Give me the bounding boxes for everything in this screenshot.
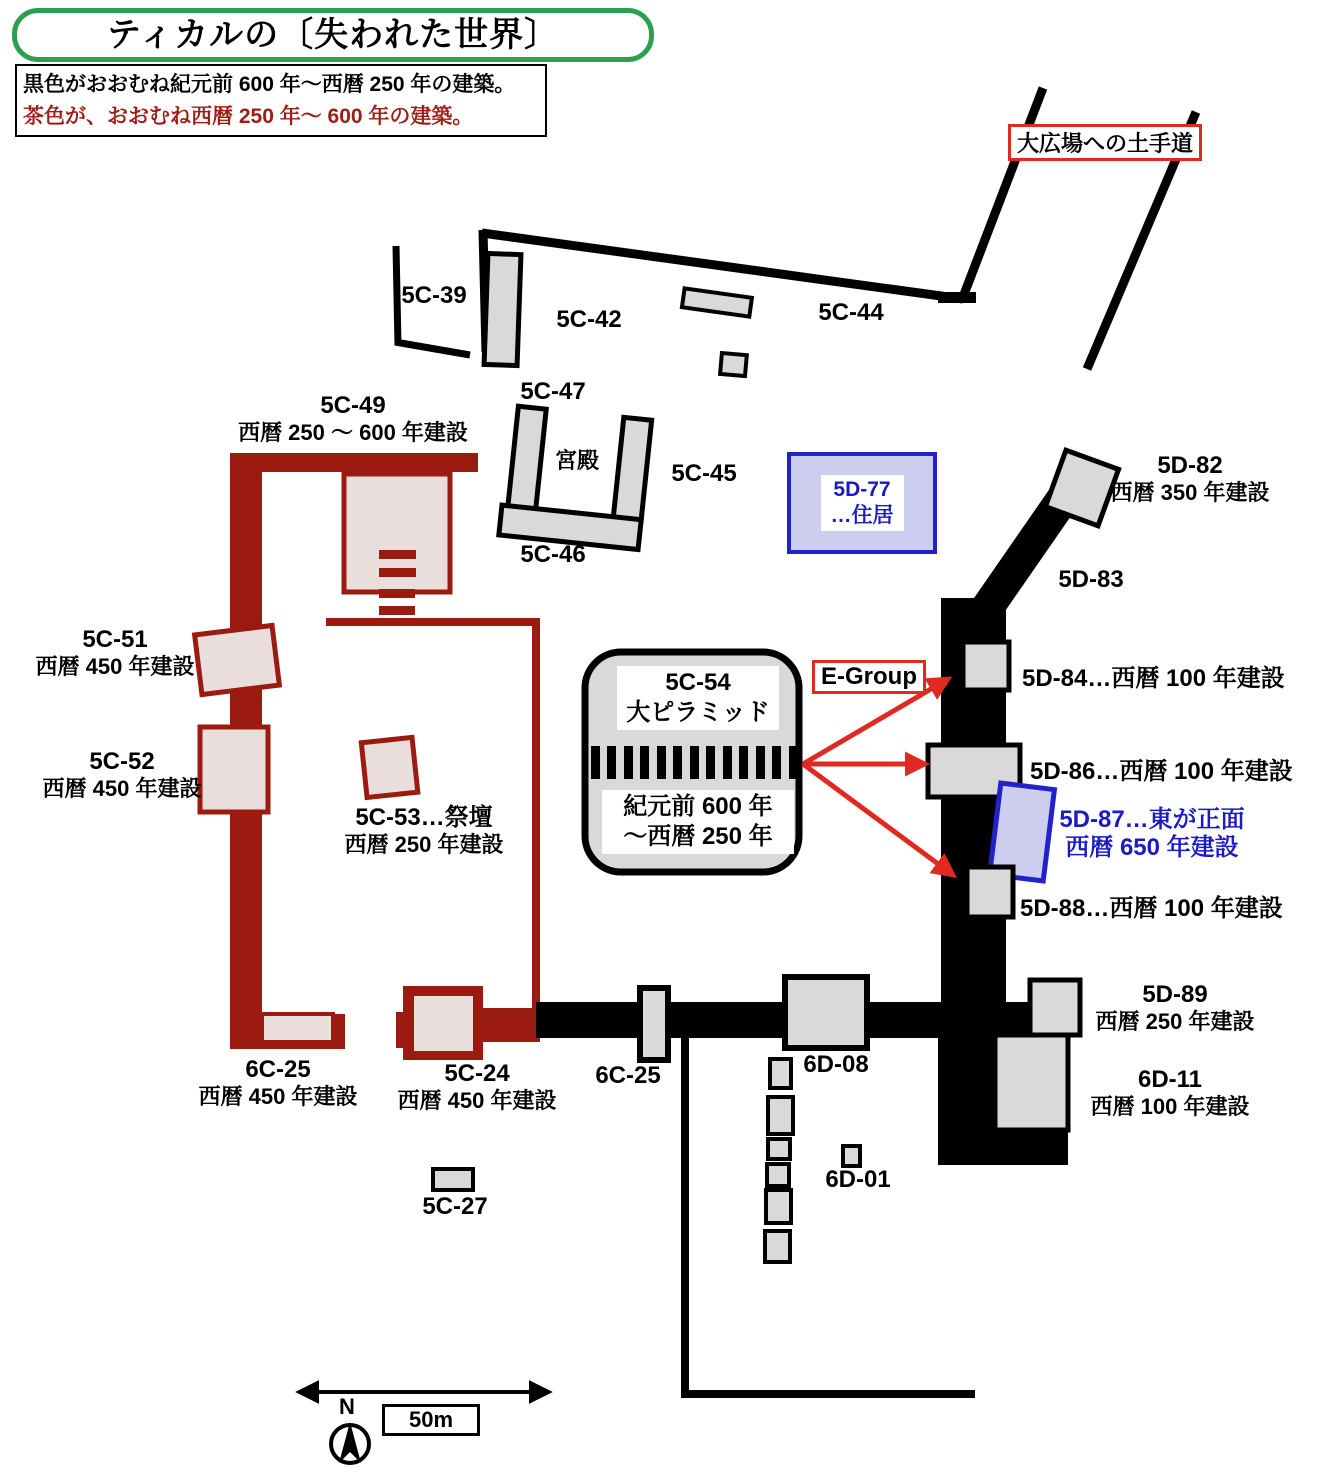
label-5C-27: 5C-27	[422, 1193, 488, 1220]
north-wall-line	[482, 233, 963, 299]
building-5C-27	[433, 1169, 473, 1190]
stair-dash	[379, 606, 415, 615]
label-5C-49: 5C-49 西暦 250 ～ 600 年建設	[238, 392, 468, 446]
building-6C-25-west	[262, 1014, 333, 1042]
stair-dash	[379, 589, 415, 598]
palace-group	[499, 406, 652, 550]
label-5D-86: 5D-86…西暦 100 年建設	[1030, 758, 1293, 785]
pyramid-period-label: 紀元前 600 年 ～西暦 250 年	[602, 790, 794, 854]
building-5C-45	[613, 417, 652, 521]
label-5C-53: 5C-53…祭壇 西暦 250 年建設	[344, 804, 504, 858]
legend-black-period: 黒色がおおむね紀元前 600 年～西暦 250 年の建築。	[23, 73, 516, 96]
legend-brown-period: 茶色が、おおむね西暦 250 年～ 600 年の建築。	[23, 104, 474, 128]
label-5D-89: 5D-89 西暦 250 年建設	[1095, 981, 1255, 1035]
label-5D-88: 5D-88…西暦 100 年建設	[1020, 895, 1283, 922]
acropolis-south-wall-e	[333, 1014, 345, 1049]
small-structure-row	[768, 1139, 790, 1159]
building-6D-11	[995, 1035, 1068, 1130]
acropolis-north-wall	[230, 453, 478, 472]
causeway-line-left	[963, 88, 1043, 297]
small-structure-row	[766, 1190, 791, 1223]
building-6D-08	[785, 977, 867, 1048]
label-6D-11: 6D-11 西暦 100 年建設	[1090, 1066, 1250, 1120]
building-5C-39-left-wall	[396, 246, 398, 345]
label-5C-47: 5C-47	[520, 378, 586, 405]
label-5C-24: 5C-24 西暦 450 年建設	[397, 1060, 557, 1114]
building-small-5C44-south	[720, 353, 747, 376]
building-5C-52	[200, 727, 268, 812]
label-5C-46: 5C-46	[520, 541, 586, 568]
label-5C-51: 5C-51 西暦 450 年建設	[35, 626, 195, 680]
label-6D-01: 6D-01	[825, 1166, 891, 1193]
label-5C-44: 5C-44	[818, 299, 884, 326]
building-5C-24-inner	[414, 996, 473, 1051]
black-foot-southeast	[938, 1128, 1068, 1165]
black-band-5D83	[965, 500, 1062, 640]
building-6C-25-east	[640, 988, 668, 1060]
label-5C-42: 5C-42	[556, 306, 622, 333]
legend	[15, 64, 547, 137]
small-structure-row	[765, 1231, 790, 1262]
stair-dash	[379, 550, 416, 559]
building-5C-47	[508, 406, 547, 510]
causeway-label: 大広場への土手道	[1008, 124, 1202, 161]
acropolis-south-strip	[230, 1040, 345, 1049]
building-6D-01	[843, 1146, 860, 1166]
label-5C-39: 5C-39	[401, 282, 467, 309]
small-structure-row	[770, 1059, 791, 1088]
building-5C-53	[361, 737, 417, 797]
small-structure-row	[768, 1097, 793, 1134]
label-5C-52: 5C-52 西暦 450 年建設	[42, 748, 202, 802]
building-5C-51	[195, 625, 280, 694]
label-palace: 宮殿	[554, 448, 600, 473]
label-6C-25-east: 6C-25	[595, 1062, 661, 1089]
scale-label: 50m	[382, 1404, 480, 1436]
building-5C-39-bottom-wall	[395, 342, 470, 355]
north-label: N	[339, 1394, 355, 1419]
building-5D-84	[963, 642, 1009, 690]
label-5D-87: 5D-87…東が正面 西暦 650 年建設	[1059, 806, 1245, 862]
building-5D-77	[787, 452, 937, 554]
building-5D-88	[967, 867, 1013, 917]
building-5C-42	[484, 253, 521, 365]
egroup-label: E-Group	[812, 660, 926, 694]
label-5D-83: 5D-83	[1058, 566, 1124, 593]
brown-causeway-band	[483, 1008, 540, 1042]
label-5D-84: 5D-84…西暦 100 年建設	[1022, 665, 1285, 692]
label-6C-25-west: 6C-25 西暦 450 年建設	[198, 1056, 358, 1110]
pyramid-name-label: 5C-54 大ピラミッド	[617, 666, 779, 730]
building-5D-77-label: 5D-77 …住居	[821, 475, 904, 532]
page-title: ティカルの〔失われた世界〕	[12, 8, 654, 62]
stair-dash	[379, 568, 416, 577]
label-5C-45: 5C-45	[671, 460, 737, 487]
label-5D-82: 5D-82 西暦 350 年建設	[1110, 452, 1270, 506]
label-6D-08: 6D-08	[803, 1051, 869, 1078]
small-structure-row	[767, 1164, 789, 1186]
building-5C-44	[682, 288, 752, 316]
building-5C-24-tab	[396, 1012, 406, 1048]
building-5D-89	[1030, 980, 1080, 1035]
